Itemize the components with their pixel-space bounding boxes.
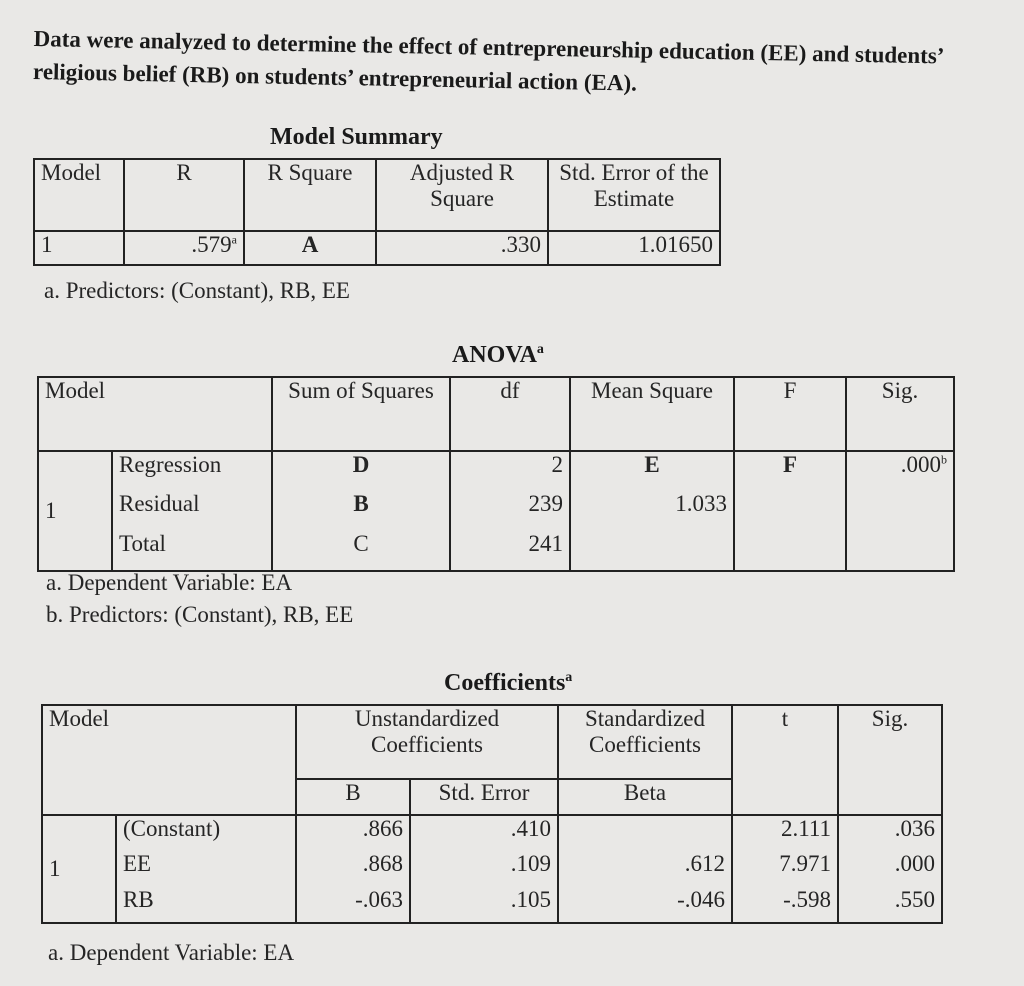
- anova-header-f: F: [734, 377, 846, 451]
- coef-row-beta: -.046: [558, 887, 732, 923]
- coef-row-t: -.598: [732, 887, 838, 923]
- anova-row-df: 239: [450, 491, 570, 531]
- coef-row-b: .868: [296, 851, 410, 887]
- anova-row-ss: C: [272, 531, 450, 571]
- coefficients-title: Coefficients$^a$: [444, 670, 573, 696]
- anova-row-sig: [846, 531, 954, 571]
- coef-row-se: .105: [410, 887, 558, 923]
- anova-row-ss: B: [272, 491, 450, 531]
- anova-title: ANOVA$^a$: [452, 342, 544, 368]
- intro-text: Data were analyzed to determine the effect of entrepreneurship education (EE) and students’ religious belief (RB) on students’ entrepreneurial action (EA).: [32, 25, 944, 96]
- ms-header-std-error: Std. Error of the Estimate: [548, 159, 720, 231]
- coef-row-sig: .550: [838, 887, 942, 923]
- ms-row-r: .579$^a$: [124, 231, 244, 265]
- coef-row-b: -.063: [296, 887, 410, 923]
- coefficients-table: [41, 704, 943, 924]
- anova-header-sig: Sig.: [846, 377, 954, 451]
- ms-header-r-square: R Square: [244, 159, 376, 231]
- anova-header-ms: Mean Square: [570, 377, 734, 451]
- coef-header-model: Model: [42, 705, 296, 815]
- coef-row-t: 2.111: [732, 815, 838, 851]
- coef-header-t: t: [732, 705, 838, 815]
- anova-row-f: [734, 531, 846, 571]
- coef-row-t: 7.971: [732, 851, 838, 887]
- anova-row-f: F: [734, 451, 846, 491]
- coef-row-se: .410: [410, 815, 558, 851]
- anova-row-ms: 1.033: [570, 491, 734, 531]
- coef-row-beta: [558, 815, 732, 851]
- anova-header-model: Model: [38, 377, 272, 451]
- model-summary-title: Model Summary: [270, 124, 443, 150]
- ms-row-adj-r-square: .330: [376, 231, 548, 265]
- coef-header-standardized: Standardized Coefficients: [558, 705, 732, 779]
- anova-footnote-a: a. Dependent Variable: EA: [46, 570, 293, 595]
- model-summary-table: [33, 158, 721, 266]
- coef-model-number: 1: [42, 815, 116, 923]
- coef-footnote: a. Dependent Variable: EA: [48, 940, 295, 965]
- anova-row-label: Regression: [112, 451, 272, 491]
- anova-row-ms: [570, 531, 734, 571]
- coef-header-beta: Beta: [558, 779, 732, 815]
- anova-row-f: [734, 491, 846, 531]
- coef-row-beta: .612: [558, 851, 732, 887]
- anova-row-df: 241: [450, 531, 570, 571]
- anova-model-number: 1: [38, 451, 112, 571]
- anova-header-df: df: [450, 377, 570, 451]
- ms-header-adj-r-square: Adjusted R Square: [376, 159, 548, 231]
- anova-row-df: 2: [450, 451, 570, 491]
- coef-row-b: .866: [296, 815, 410, 851]
- anova-table: [37, 376, 955, 572]
- coef-header-b: B: [296, 779, 410, 815]
- anova-footnote-b: b. Predictors: (Constant), RB, EE: [46, 602, 354, 627]
- anova-row-ss: D: [272, 451, 450, 491]
- anova-row-sig: [846, 491, 954, 531]
- coef-row-se: .109: [410, 851, 558, 887]
- anova-row-label: Residual: [112, 491, 272, 531]
- coef-row-sig: .036: [838, 815, 942, 851]
- anova-header-ss: Sum of Squares: [272, 377, 450, 451]
- coef-row-sig: .000: [838, 851, 942, 887]
- coef-header-std-error: Std. Error: [410, 779, 558, 815]
- coef-header-sig: Sig.: [838, 705, 942, 815]
- anova-row-sig: .000$^b$: [846, 451, 954, 491]
- coef-row-label: (Constant): [116, 815, 296, 851]
- ms-row-model: 1: [34, 231, 124, 265]
- anova-row-label: Total: [112, 531, 272, 571]
- ms-footnote: a. Predictors: (Constant), RB, EE: [44, 278, 350, 303]
- ms-row-r-square: A: [244, 231, 376, 265]
- ms-header-model: Model: [34, 159, 124, 231]
- coef-header-unstandardized: Unstandardized Coefficients: [296, 705, 558, 779]
- ms-header-r: R: [124, 159, 244, 231]
- coef-row-label: EE: [116, 851, 296, 887]
- ms-row-std-error: 1.01650: [548, 231, 720, 265]
- anova-row-ms: E: [570, 451, 734, 491]
- coef-row-label: RB: [116, 887, 296, 923]
